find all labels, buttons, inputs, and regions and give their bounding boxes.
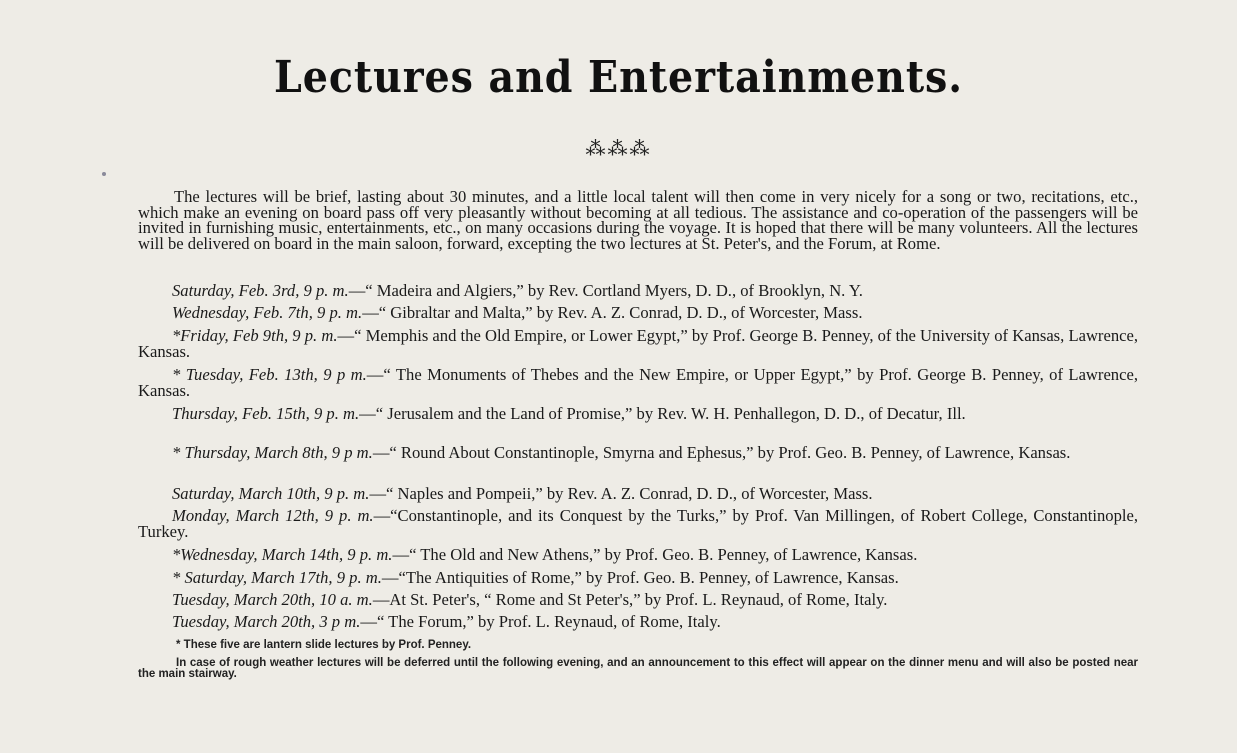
lecture-text: —“ Madeira and Algiers,” by Rev. Cortland Myers, D. D., of Brooklyn, N. Y. xyxy=(348,281,863,300)
lecture-text: —“ Jerusalem and the Land of Promise,” by Rev. W. H. Penhallegon, D. D., of Decatur, Ill. xyxy=(359,404,966,423)
lecture-text: —“ Naples and Pompeii,” by Rev. A. Z. Conrad, D. D., of Worcester, Mass. xyxy=(369,484,873,503)
lecture-text: —“ Round About Constantinople, Smyrna and Ephesus,” by Prof. Geo. B. Penney, of Lawrence, Kansas. xyxy=(372,443,1071,462)
lecture-entry xyxy=(138,508,1138,539)
lecture-text: —“Constantinople, and its Conquest by the Turks,” by Prof. Van Millingen, of Robert College, Constantinople, Turkey. xyxy=(138,506,1138,541)
lecture-text: —“ Gibraltar and Malta,” by Rev. A. Z. Conrad, D. D., of Worcester, Mass. xyxy=(362,303,863,322)
lecture-text: —“ The Monuments of Thebes and the New Empire, or Upper Egypt,” by Prof. George B. Penney, of Lawrence, Kansas. xyxy=(138,365,1138,400)
lecture-entry xyxy=(138,406,1138,422)
lecture-text: —“ Memphis and the Old Empire, or Lower Egypt,” by Prof. George B. Penney, of the University of Kansas, Lawrence, Kansas. xyxy=(138,326,1138,361)
lecture-date: *Wednesday, March 14th, 9 p. m. xyxy=(172,545,393,564)
lecture-entry xyxy=(138,570,1138,586)
lecture-date: Saturday, March 10th, 9 p. m. xyxy=(172,484,370,503)
lecture-entry xyxy=(138,614,1138,630)
lecture-entry xyxy=(138,283,1138,299)
lecture-date: Saturday, Feb. 3rd, 9 p. m. xyxy=(172,281,349,300)
lecture-entry xyxy=(138,328,1138,359)
lecture-entry xyxy=(138,486,1138,502)
lecture-text: —“ The Forum,” by Prof. L. Reynaud, of Rome, Italy. xyxy=(360,612,721,631)
lecture-entry xyxy=(138,445,1138,461)
lecture-date: Tuesday, March 20th, 10 a. m. xyxy=(172,590,373,609)
paper-speck xyxy=(102,172,106,176)
lecture-text: —At St. Peter's, “ Rome and St Peter's,” by Prof. L. Reynaud, of Rome, Italy. xyxy=(372,590,888,609)
lecture-date: Wednesday, Feb. 7th, 9 p. m. xyxy=(172,303,363,322)
lecture-entry xyxy=(138,592,1138,608)
lecture-date: Thursday, Feb. 15th, 9 p. m. xyxy=(172,404,360,423)
lecture-date: *Friday, Feb 9th, 9 p. m. xyxy=(172,326,338,345)
lecture-date: Tuesday, March 20th, 3 p m. xyxy=(172,612,361,631)
page-title: Lectures and Entertainments. xyxy=(274,52,963,103)
lecture-entry xyxy=(138,305,1138,321)
lecture-date: * Thursday, March 8th, 9 p m. xyxy=(172,443,373,462)
lecture-date: * Saturday, March 17th, 9 p. m. xyxy=(172,568,382,587)
lecture-date: * Tuesday, Feb. 13th, 9 p m. xyxy=(172,365,367,384)
lecture-entry xyxy=(138,367,1138,398)
lecture-entry xyxy=(138,547,1138,563)
lecture-text: —“ The Old and New Athens,” by Prof. Geo. B. Penney, of Lawrence, Kansas. xyxy=(392,545,918,564)
lecture-date: Monday, March 12th, 9 p. m. xyxy=(172,506,374,525)
ornament-divider: ⁂⁂⁂ xyxy=(585,138,652,160)
footnote-lantern: * These five are lantern slide lectures by Prof. Penney. xyxy=(176,639,472,651)
lecture-text: —“The Antiquities of Rome,” by Prof. Geo. B. Penney, of Lawrence, Kansas. xyxy=(381,568,899,587)
intro-paragraph: The lectures will be brief, lasting about 30 minutes, and a little local talent will then come in very nicely for a song or two, recitations, etc., which make an evening on board pass off very pleasantly without becoming at all tedious. The assistance and co-operation of the passengers will be invited in furnishing music, entertainments, etc., on many occasions during the voyage. It is hoped that there will be many volunteers. All the lectures will be delivered on board in the main saloon, forward, excepting the two lectures at St. Peter's, and the Forum, at Rome. xyxy=(138,187,1138,253)
footnote-weather: In case of rough weather lectures will be deferred until the following evening, and an announcement to this effect will appear on the dinner menu and will also be posted near the main stairway. xyxy=(138,657,1138,680)
